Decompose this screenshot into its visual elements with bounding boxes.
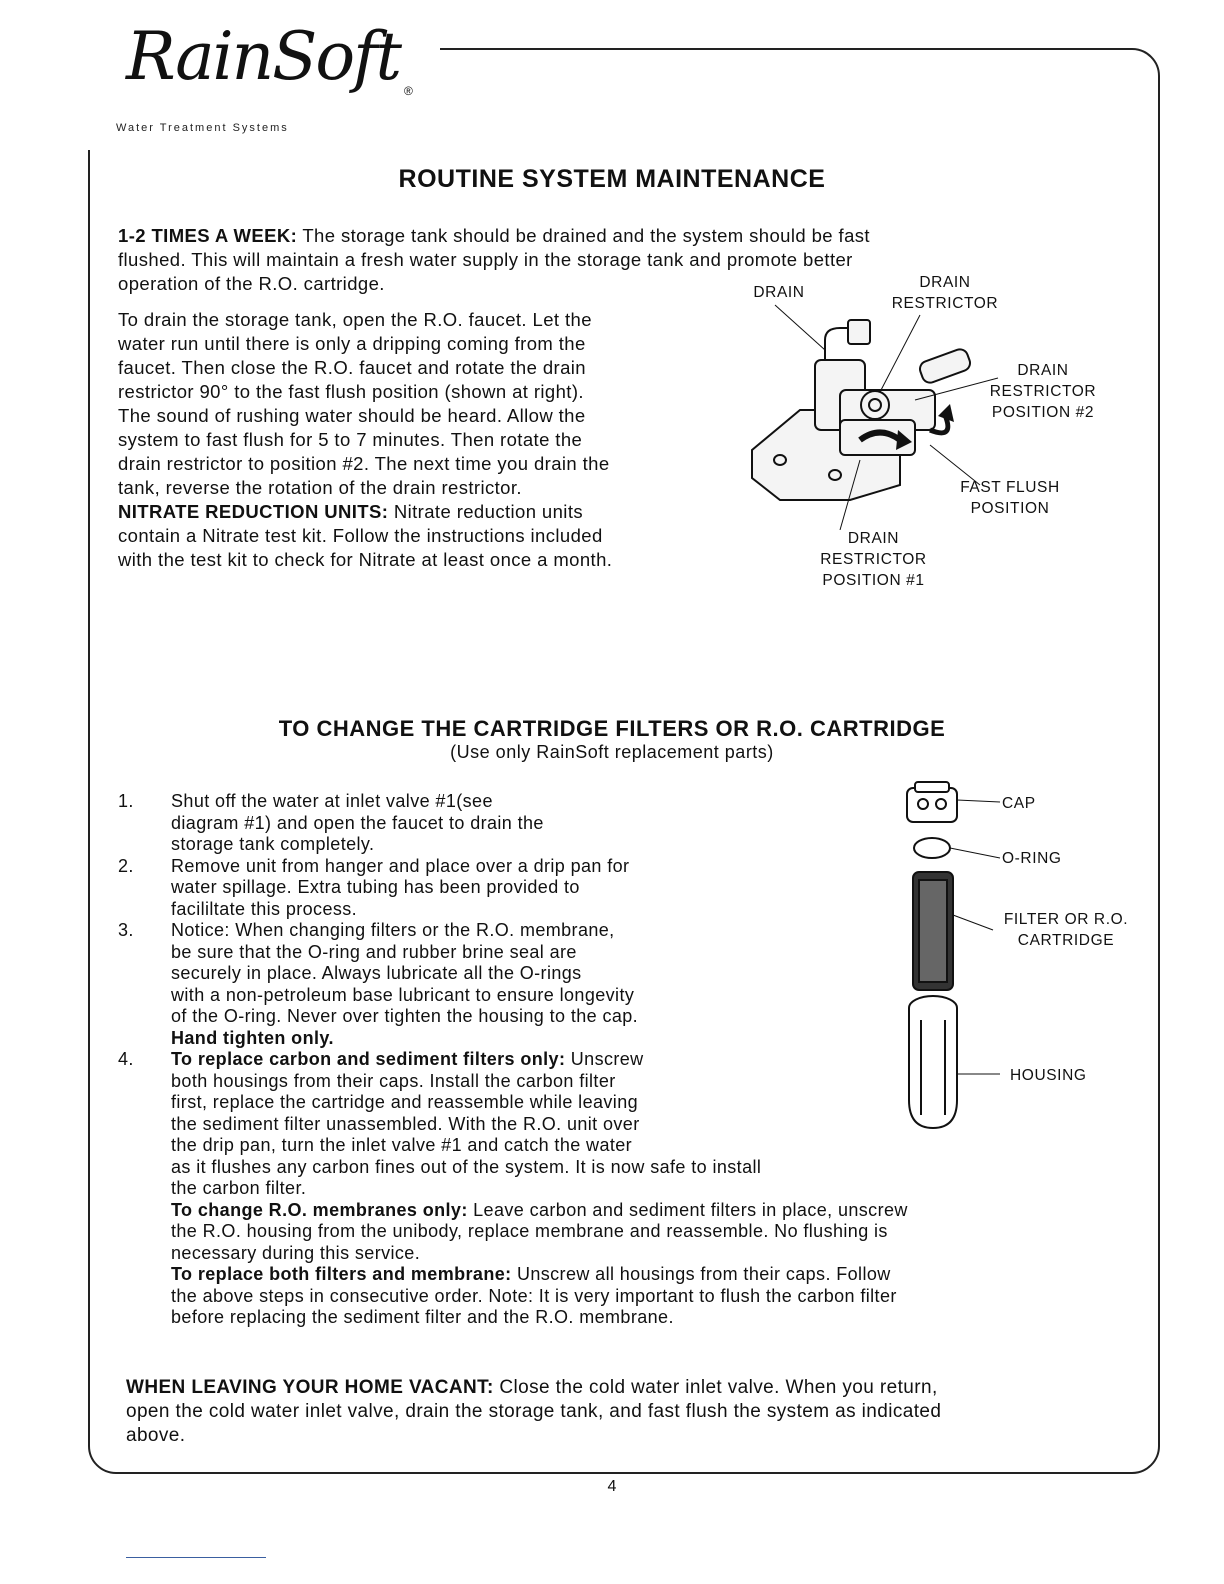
label-fast-flush: FAST FLUSH POSITION <box>960 479 1060 517</box>
label-drain-restrictor: DRAIN RESTRICTOR <box>891 274 999 312</box>
nitrate-lead: NITRATE REDUCTION UNITS: <box>118 501 389 522</box>
logo-subtitle: Water Treatment Systems <box>116 122 289 134</box>
section-subtitle-cartridge: (Use only RainSoft replacement parts) <box>450 742 774 762</box>
logo-wordmark: RainSoft <box>126 18 401 95</box>
rainsoft-logo <box>104 18 424 144</box>
label-drain: DRAIN <box>753 284 805 301</box>
ro-lead: To change R.O. membranes only: <box>171 1199 468 1220</box>
section-title-cartridge: TO CHANGE THE CARTRIDGE FILTERS OR R.O. CARTRIDGE <box>278 716 946 741</box>
step-4: 4. To replace carbon and sediment filters only: Unscrew both housings from their caps. Install the carbon filter first, replace the cartridge and reassemble while leaving the sediment filter unassembled. With the R.O. unit over the drip pan, turn the inlet valve #1 and catch the water as it flushes any carbon fines out of the system. It is now safe to install the carbon filter. To change R.O. membranes only: Leave carbon and sediment filters in place, unscrew the R.O. housing from the unibody, replace membrane and reassemble. No flushing is necessary during this service. To replace both filters and membrane: Unscrew all housings from their caps. Follow the above steps in consecutive order. Note: It is very important to flush the carbon filter before replacing the sediment filter and the R.O. membrane. <box>118 1049 908 1327</box>
label-cap: CAP <box>1002 795 1036 812</box>
label-position-1: DRAIN RESTRICTOR POSITION #1 <box>820 530 927 589</box>
label-housing: HOUSING <box>1010 1067 1087 1084</box>
vacant-paragraph: WHEN LEAVING YOUR HOME VACANT: Close the cold water inlet valve. When you return, open the cold water inlet valve, drain the storage tank, and fast flush the system as indicated above. <box>126 1377 942 1446</box>
label-filter-cartridge: FILTER OR R.O. CARTRIDGE <box>1003 911 1129 949</box>
both-lead: To replace both filters and membrane: <box>171 1264 512 1284</box>
page-number: 4 <box>607 1478 617 1495</box>
weekly-lead: 1-2 TIMES A WEEK: <box>118 225 298 246</box>
logo-registered-mark: ® <box>404 84 413 98</box>
step-2: 2. Remove unit from hanger and place over a drip pan for water spillage. Extra tubing has been provided to facililtate this process. <box>118 855 630 919</box>
drain-instructions: To drain the storage tank, open the R.O. faucet. Let the water run until there is only a dripping coming from the faucet. Then close the R.O. faucet and rotate the drain restrictor 90° to the fast flush position (shown at right). The sound of rushing water should be heard. Allow the system to fast flush for 5 to 7 minutes. Then rotate the drain restrictor to position #2. The next time you drain the tank, reverse the rotation of the drain restrictor. NITRATE REDUCTION UNITS: Nitrate reduction units contain a Nitrate test kit. Follow the instructions included with the test kit to check for Nitrate at least once a month. <box>118 309 613 570</box>
label-position-2: DRAIN RESTRICTOR POSITION #2 <box>989 362 1097 421</box>
weekly-paragraph: 1-2 TIMES A WEEK: The storage tank should be drained and the system should be fast flushed. This will maintain a fresh water supply in the storage tank and promote better operation of the R.O. cartridge. <box>118 225 870 294</box>
label-o-ring: O-RING <box>1002 850 1062 867</box>
vacant-lead: WHEN LEAVING YOUR HOME VACANT: <box>126 1377 494 1398</box>
step-3: 3. Notice: When changing filters or the R.O. membrane, be sure that the O-ring and rubber brine seal are securely in place. Always lubricate all the O-rings with a non-petroleum base lubricant to ensure longevity of the O-ring. Never over tighten the housing to the cap. Hand tighten only. <box>118 920 639 1048</box>
filter-assembly-diagram <box>895 780 1005 1140</box>
section-title-maintenance: ROUTINE SYSTEM MAINTENANCE <box>398 165 826 193</box>
step-1: 1. Shut off the water at inlet valve #1(see diagram #1) and open the faucet to drain the storage tank completely. <box>118 791 544 854</box>
bottom-rule <box>126 1557 266 1558</box>
